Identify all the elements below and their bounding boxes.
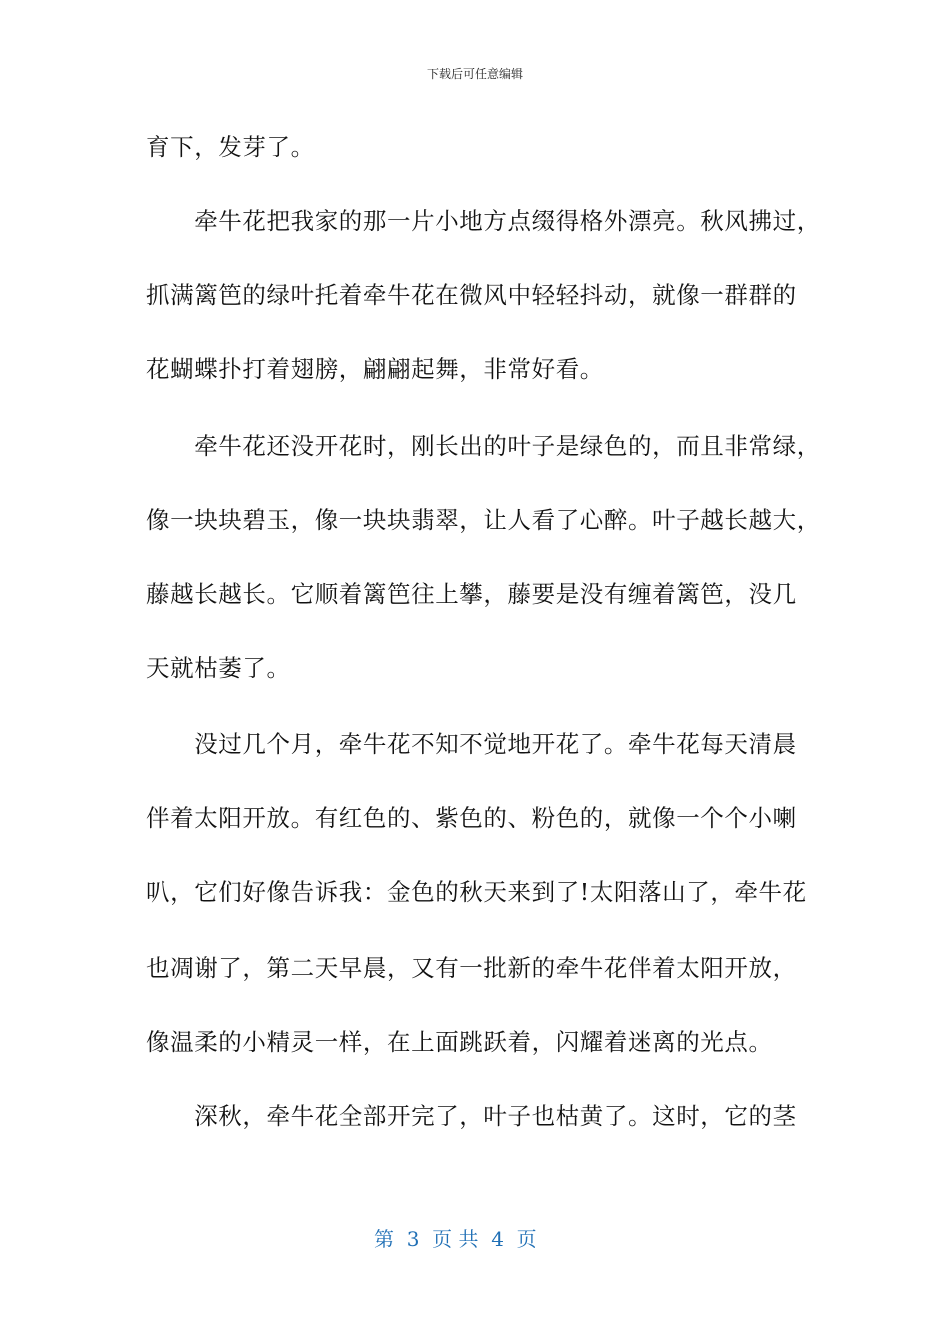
body-line-13: 像温柔的小精灵一样，在上面跳跃着，闪耀着迷离的光点。 (146, 1028, 773, 1056)
body-line-8: 天就枯萎了。 (146, 654, 291, 682)
body-line-9: 没过几个月，牵牛花不知不觉地开花了。牵牛花每天清晨 (146, 730, 797, 758)
body-line-12: 也凋谢了，第二天早晨，又有一批新的牵牛花伴着太阳开放， (146, 954, 797, 982)
body-line-5: 牵牛花还没开花时，刚长出的叶子是绿色的，而且非常绿， (146, 432, 821, 460)
body-line-10: 伴着太阳开放。有红色的、紫色的、粉色的，就像一个个小喇 (146, 804, 797, 832)
page-number-footer: 第 3 页 共 4 页 (374, 1227, 537, 1251)
body-line-6: 像一块块碧玉，像一块块翡翠，让人看了心醉。叶子越长越大， (146, 506, 821, 534)
body-line-7: 藤越长越长。它顺着篱笆往上攀，藤要是没有缠着篱笆，没几 (146, 580, 797, 608)
body-line-14: 深秋，牵牛花全部开完了，叶子也枯黄了。这时，它的茎 (146, 1102, 797, 1130)
body-line-3: 抓满篱笆的绿叶托着牵牛花在微风中轻轻抖动，就像一群群的 (146, 281, 797, 309)
body-line-1: 育下，发芽了。 (146, 133, 315, 161)
body-line-2: 牵牛花把我家的那一片小地方点缀得格外漂亮。秋风拂过， (146, 207, 821, 235)
page-header: 下载后可任意编辑 (426, 67, 523, 81)
body-line-4: 花蝴蝶扑打着翅膀，翩翩起舞，非常好看。 (146, 355, 604, 383)
body-line-11: 叭，它们好像告诉我：金色的秋天来到了!太阳落山了，牵牛花 (146, 878, 807, 906)
